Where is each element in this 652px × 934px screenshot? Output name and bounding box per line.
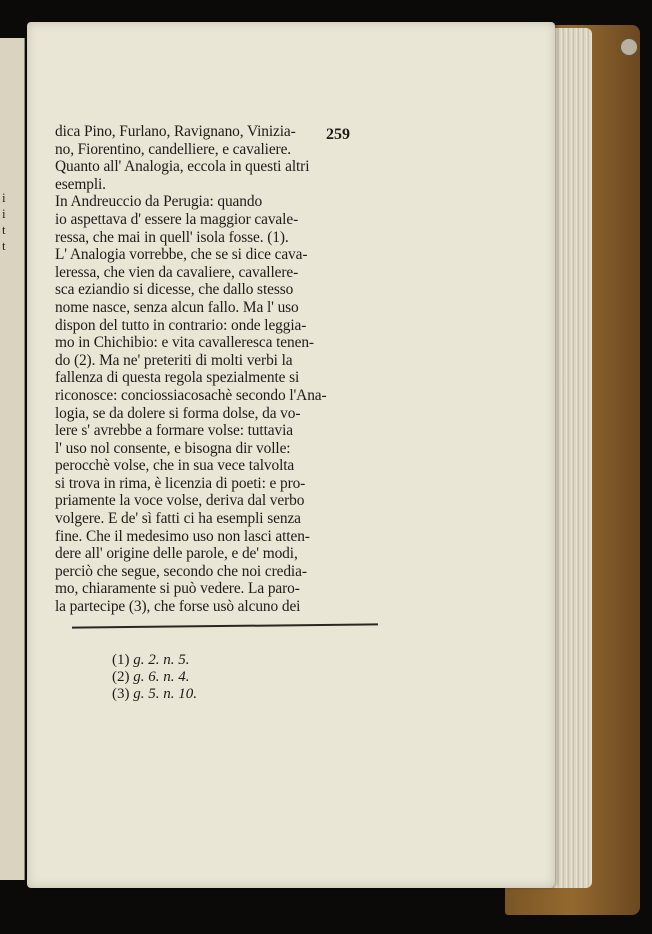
footnote-1 xyxy=(112,652,197,669)
body-text-content: dica Pino, Furlano, Ravignano, Vinizia- no, Fiorentino, candelliere, e cavaliere. Quanto all' Analogia, eccola in questi altri esempli. In Andreuccio da Perugia: quando io aspettava d' essere la maggior cavale- ressa, che mai in quell' isola fosse. (1). L' Analogia vorrebbe, che se si dice cava- leressa, che vien da cavaliere, cavallere- sca eziandio si dicesse, che dallo stesso nome nasce, senza alcun fallo. Ma l' uso dispon del tutto in contrario: onde leggia- mo in Chichibio: e vita cavalleresca tenen- do (2). Ma ne' preteriti di molti verbi la fallenza di questa regola spezialmente si riconosce: conciossiacosachè secondo l'Ana- logia, se da dolere si forma dolse, da vo- lere s' avrebbe a formare volse: tuttavia l' uso nol consente, e bisogna dir volle: perocchè volse, che in sua vece talvolta si trova in rima, è licenzia di poeti: e pro- priamente la voce volse, deriva dal verbo volgere. E de' sì fatti ci ha esempli senza fine. Che il medesimo uso non lasci atten- dere all' origine delle parole, e de' modi, perciò che segue, secondo che noi credia- mo, chiaramente si può vedere. La paro- la partecipe (3), che forse usò alcuno dei xyxy=(55,123,327,616)
footnote-2 xyxy=(112,669,197,686)
footnote-ref: g. 6. n. 4. xyxy=(133,669,190,685)
footnote-ref: g. 2. n. 5. xyxy=(133,652,190,668)
footnote-ref: g. 5. n. 10. xyxy=(133,686,197,702)
page-number: 259 xyxy=(326,126,350,143)
body-text xyxy=(55,123,381,616)
footnote-mark: (3) xyxy=(112,686,130,702)
footnote-mark: (2) xyxy=(112,669,130,685)
left-page xyxy=(0,38,25,880)
footnotes xyxy=(112,652,197,703)
footnote-3 xyxy=(112,686,197,703)
footnote-mark: (1) xyxy=(112,652,130,668)
left-page-fragment-text: i i t t xyxy=(2,190,6,253)
corner-tab xyxy=(620,38,638,56)
left-page-fragment xyxy=(2,190,20,254)
